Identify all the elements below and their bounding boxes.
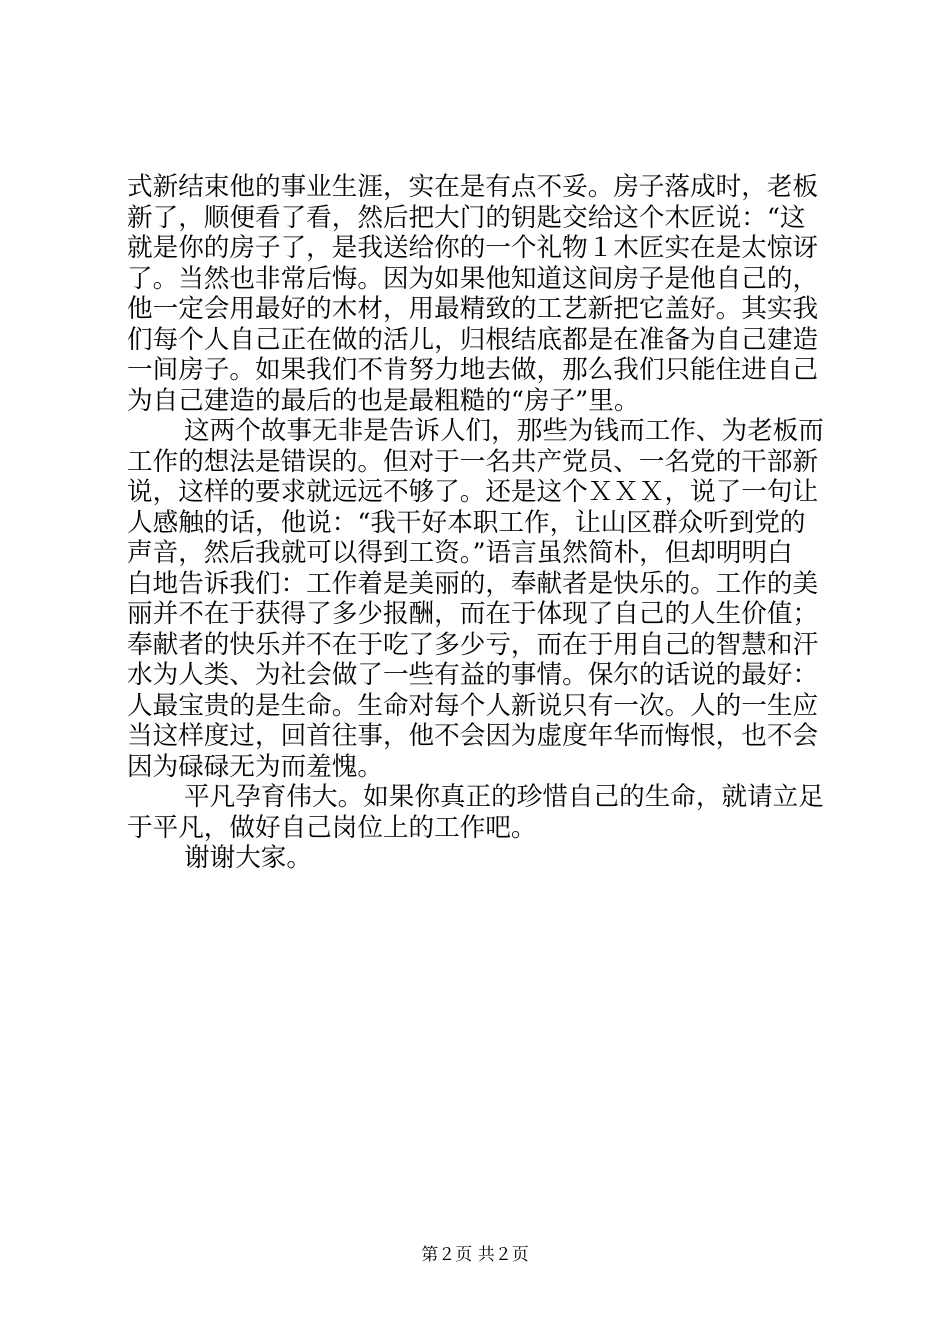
text-line: 因为碌碌无为而羞愧。 — [127, 751, 383, 782]
text-line: 人感触的话，他说：“我干好本职工作，让山区群众听到党的 — [127, 507, 806, 538]
text-line: 他一定会用最好的木材，用最精致的工艺新把它盖好。其实我 — [127, 294, 819, 324]
text-line: 新了，顺便看了看，然后把大门的钥匙交给这个木匠说：“这 — [127, 202, 806, 233]
text-line: 就是你的房子了，是我送给你的一个礼物１木匠实在是太惊讶 — [127, 233, 819, 263]
text-line: 为自己建造的最后的也是最粗糙的“房子”里。 — [127, 385, 640, 416]
text-line: 奉献者的快乐并不在于吃了多少亏，而在于用自己的智慧和汗 — [127, 629, 819, 660]
text-line: 声音，然后我就可以得到工资。”语言虽然简朴，但却明明白 — [127, 538, 793, 568]
text-line: 一间房子。如果我们不肯努力地去做，那么我们只能住进自己 — [127, 355, 819, 385]
text-line: 工作的想法是错误的。但对于一名共产党员、一名党的干部新 — [127, 446, 819, 477]
text-line: 当这样度过，回首往事，他不会因为虚度年华而悔恨，也不会 — [127, 721, 819, 751]
text-line: 于平凡，做好自己岗位上的工作吧。 — [127, 812, 537, 843]
paragraph-2 — [127, 416, 831, 782]
text-line: 丽并不在于获得了多少报酬，而在于体现了自己的人生价值； — [127, 599, 819, 629]
paragraph-4 — [127, 843, 831, 874]
text-line: 式新结束他的事业生涯，实在是有点不妥。房子落成时，老板 — [127, 172, 819, 202]
paragraph-3 — [127, 782, 831, 843]
text-line: 们每个人自己正在做的活儿，归根结底都是在准备为自己建造 — [127, 324, 819, 355]
text-line: 这两个故事无非是告诉人们，那些为钱而工作、为老板而 — [184, 416, 824, 446]
text-line: 水为人类、为社会做了一些有益的事情。保尔的话说的最好： — [127, 660, 819, 690]
text-line: 平凡孕育伟大。如果你真正的珍惜自己的生命，就请立足 — [184, 782, 824, 812]
text-line: 白地告诉我们：工作着是美丽的，奉献者是快乐的。工作的美 — [127, 568, 819, 599]
page-number-footer: 第２页 共２页 — [421, 1245, 529, 1265]
text-line: 人最宝贵的是生命。生命对每个人新说只有一次。人的一生应 — [127, 690, 819, 721]
text-line: 说，这样的要求就远远不够了。还是这个ＸＸＸ，说了一句让 — [127, 477, 819, 507]
body-text — [127, 172, 831, 874]
text-line: 谢谢大家。 — [184, 843, 312, 873]
text-line: 了。当然也非常后悔。因为如果他知道这间房子是他自己的， — [127, 263, 819, 294]
paragraph-1 — [127, 172, 831, 416]
